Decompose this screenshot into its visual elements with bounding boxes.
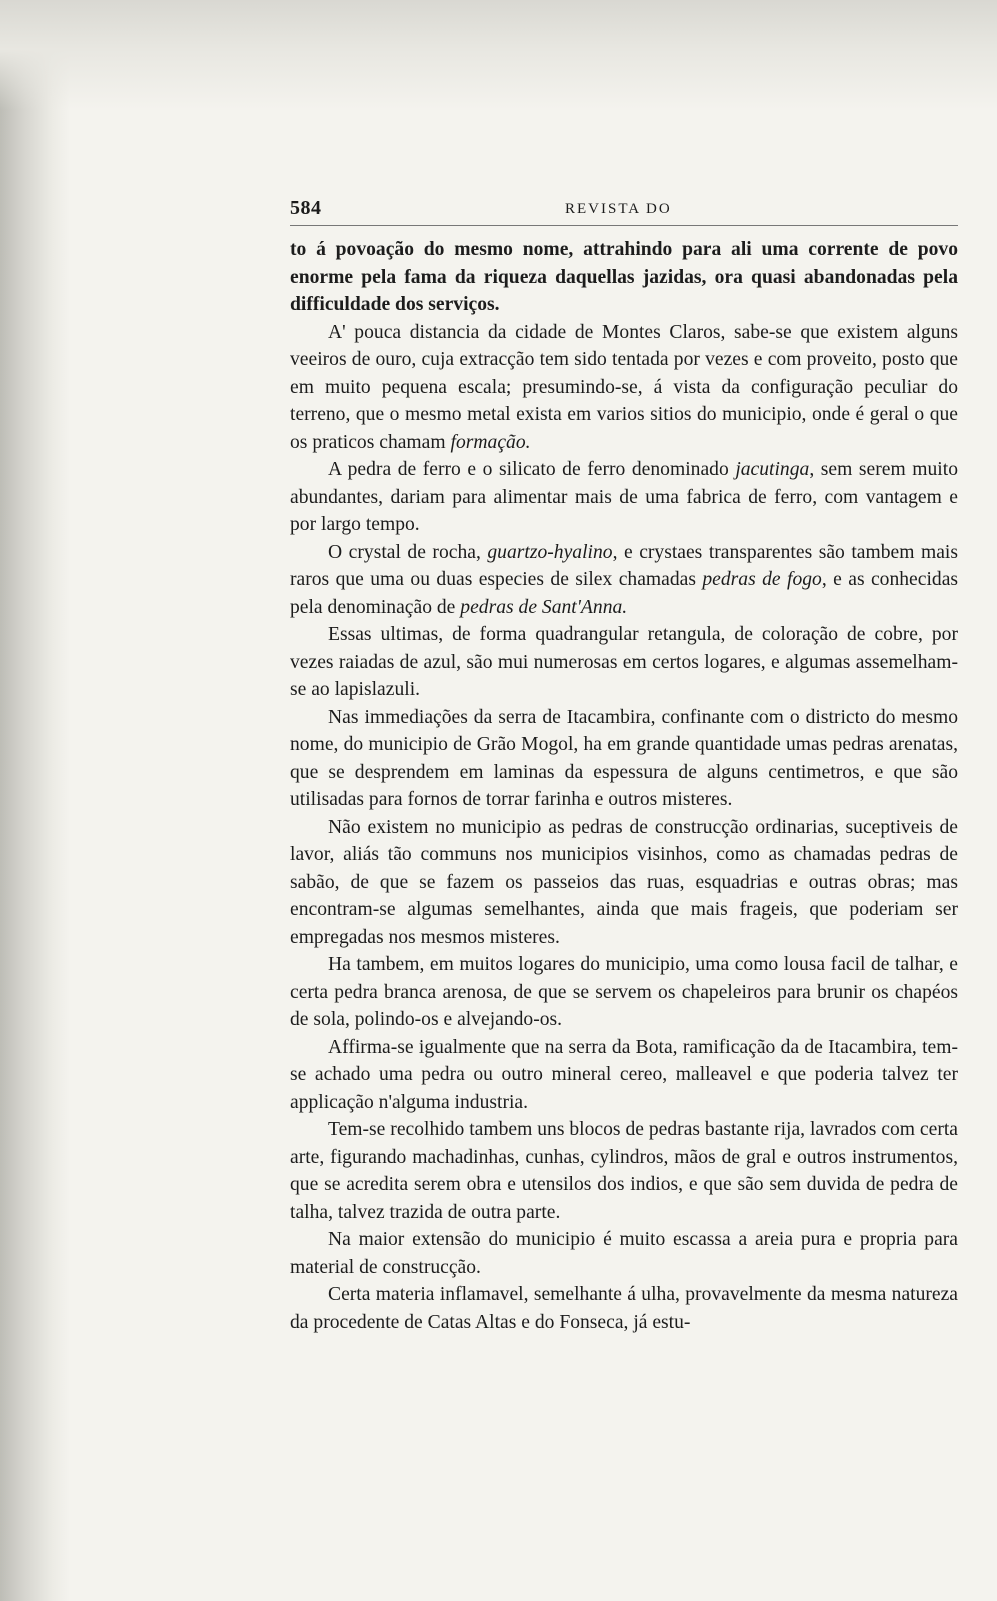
paragraph bbox=[290, 1116, 958, 1226]
paragraph-text: Ha tambem, em muitos logares do municipio, uma como lousa facil de talhar, e certa pedra branca arenosa, de que se servem os chapeleiros para brunir os chapéos de sola, polindo-os e alvejando-os. bbox=[290, 954, 958, 1030]
paragraph-text: , sem serem muito abundantes, dariam para alimentar mais de uma fabrica de ferro, com vantagem e por largo tempo. bbox=[290, 459, 958, 535]
paragraph-text: Na maior extensão do municipio é muito escassa a areia pura e propria para material de construcção. bbox=[290, 1229, 958, 1278]
paragraph bbox=[290, 814, 958, 952]
paragraph bbox=[290, 1281, 958, 1336]
italic-term: formação. bbox=[450, 431, 531, 453]
paragraph-text: A' pouca distancia da cidade de Montes Claros, sabe-se que existem alguns veeiros de ouro, cuja extracção tem sido tentada por vezes e com proveito, posto que em muito pequena escala; presumindo-se, á vista da configuração peculiar do terreno, que o mesmo metal exista em varios sitios do municipio, onde é geral o que os praticos chamam bbox=[290, 321, 958, 453]
italic-term: jacutinga bbox=[735, 459, 810, 480]
paragraph-text: , e crystaes transparentes são tambem mais raros que uma ou duas especies de silex chamadas bbox=[290, 541, 958, 590]
paragraph-text: Essas ultimas, de forma quadrangular retangula, de coloração de cobre, por vezes raiadas de azul, são mui numerosas em certos logares, e algumas assemelham-se ao lapislazuli. bbox=[290, 624, 958, 700]
paragraph bbox=[290, 704, 958, 814]
paragraph bbox=[290, 1226, 958, 1281]
body-text bbox=[290, 236, 958, 1336]
italic-term: guartzo-hyalino bbox=[487, 541, 613, 563]
paragraph bbox=[290, 319, 958, 457]
page-number: 584 bbox=[290, 197, 322, 219]
journal-title: REVISTA DO bbox=[565, 201, 672, 217]
paragraph-text: Tem-se recolhido tambem uns blocos de pedras bastante rija, lavrados com certa arte, figurando machadinhas, cunhas, cylindros, mãos de gral e outros instrumentos, que se acredita serem obra e utensilos dos indios, e que são sem duvida de pedra de talha, talvez trazida de outra parte. bbox=[290, 1119, 958, 1223]
scan-shadow-top bbox=[0, 0, 997, 110]
paragraph bbox=[290, 236, 958, 319]
paragraph-text: Affirma-se igualmente que na serra da Bota, ramificação da de Itacambira, tem-se achado uma pedra ou outro mineral cereo, malleavel e que poderia talvez ter applicação n'alguma industria. bbox=[290, 1036, 958, 1113]
paragraph bbox=[290, 951, 958, 1034]
paragraph-text: A pedra de ferro e o silicato de ferro denominado bbox=[328, 459, 736, 480]
paragraph-text: O crystal de rocha, bbox=[328, 541, 488, 563]
paragraph-text: to á povoação do mesmo nome, attrahindo para ali uma corrente de povo enorme pela fama da riqueza daquellas jazidas, ora quasi abandonadas pela difficuldade dos serviços. bbox=[290, 239, 958, 315]
paragraph bbox=[290, 621, 958, 704]
italic-term: pedras de Sant'Anna. bbox=[460, 596, 628, 618]
italic-term: pedras de fogo bbox=[702, 569, 822, 590]
paragraph bbox=[290, 539, 958, 622]
document-page bbox=[290, 195, 958, 1336]
paragraph-text: Não existem no municipio as pedras de construcção ordinarias, suceptiveis de lavor, aliás tão communs nos municipios visinhos, como as chamadas pedras de sabão, de que se fazem os passeios das ruas, esquadrias e outras obras; mas encontram-se algumas semelhantes, ainda que mais frageis, que poderiam ser empregadas nos mesmos misteres. bbox=[290, 816, 958, 948]
paragraph-text: Nas immediações da serra de Itacambira, confinante com o districto do mesmo nome, do municipio de Grão Mogol, ha em grande quantidade umas pedras arenatas, que se desprendem em laminas da espessura de alguns centimetros, e que são utilisadas para fornos de torrar farinha e outros misteres. bbox=[290, 706, 958, 810]
paragraph bbox=[290, 1034, 958, 1117]
running-header bbox=[290, 195, 958, 226]
scan-shadow-left bbox=[0, 0, 70, 1601]
paragraph bbox=[290, 456, 958, 539]
paragraph-text: Certa materia inflamavel, semelhante á ulha, provavelmente da mesma natureza da procedente de Catas Altas e do Fonseca, já estu- bbox=[290, 1284, 958, 1333]
paragraph-text: , e as conhecidas pela denominação de bbox=[290, 569, 959, 618]
